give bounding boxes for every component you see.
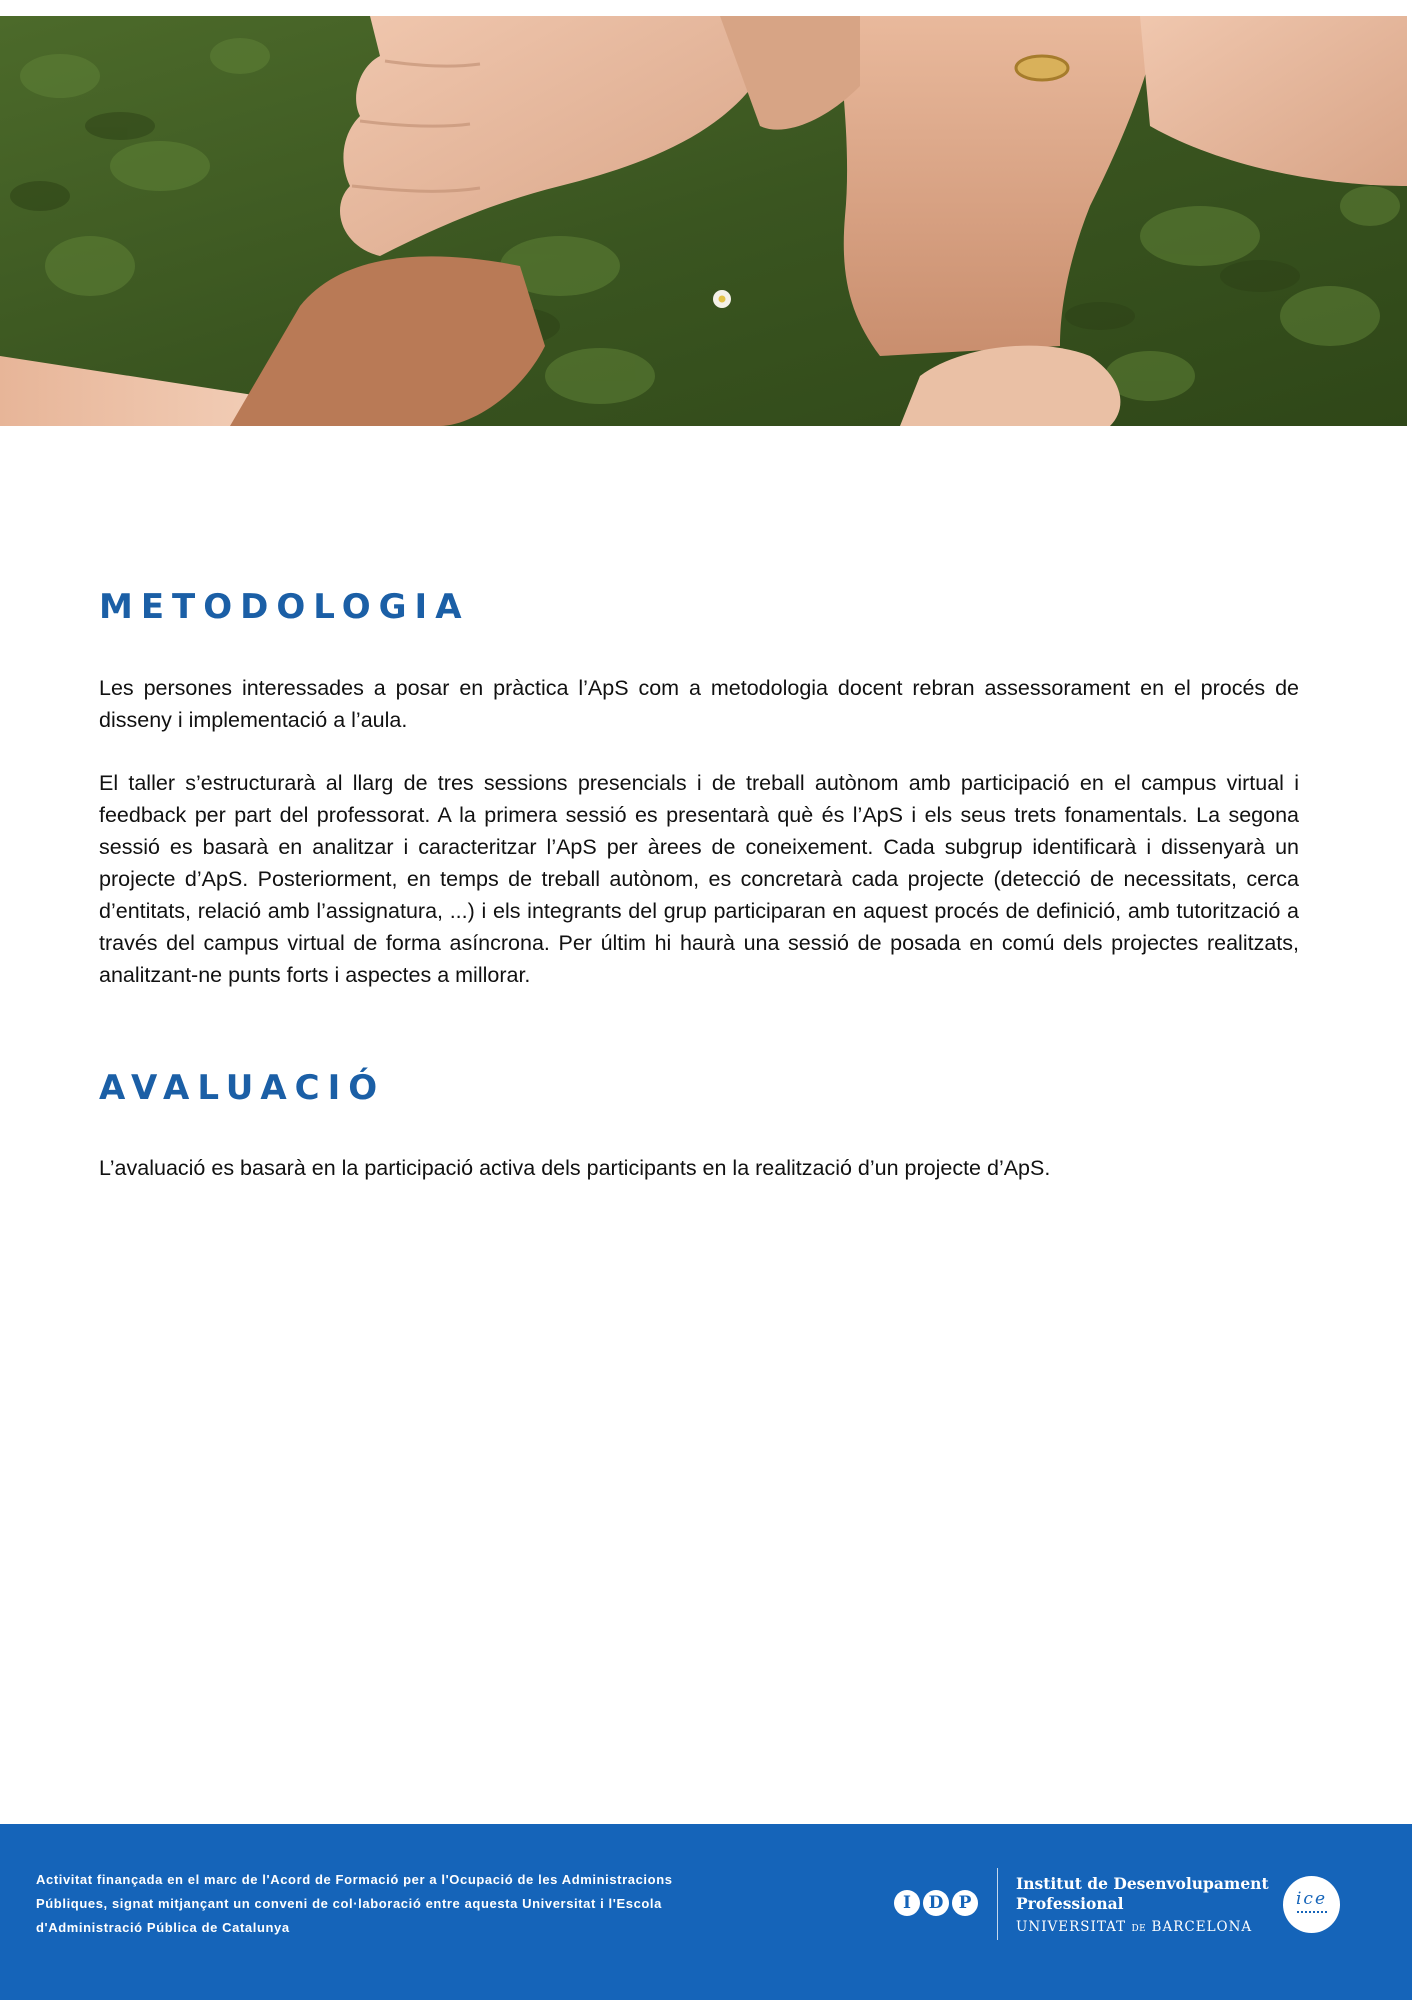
idp-logo-letter-p: P [952, 1890, 978, 1916]
ice-logo [1283, 1876, 1340, 1933]
metodologia-paragraph-2: El taller s’estructurarà al llarg de tres sessions presencials i de treball autònom amb participació en el campus virtual i feedback per part del professorat. A la primera sessió es presentarà què és l’ApS i els seus trets fonamentals. La segona sessió es basarà en analitzar i caracteritzar l’ApS per àrees de coneixement. Cada subgrup identificarà i dissenyarà un projecte d’ApS. Posteriorment, en temps de treball autònom, es concretarà cada projecte (detecció de necessitats, cerca d’entitats, relació amb l’assignatura, ...) i els integrants del grup participaran en aquest procés de definició, amb tutorització a través del campus virtual de forma asíncrona. Per últim hi haurà una sessió de posada en comú dels projectes realitzats, analitzant-ne punts forts i aspectes a millorar. [99, 771, 1299, 987]
avaluacio-paragraph: L’avaluació es basarà en la participació activa dels participants en la realització d’un projecte d’ApS. [99, 1156, 1051, 1180]
ice-logo-dots [1297, 1911, 1327, 1913]
institute-logo-text [1016, 1874, 1269, 1938]
footer [0, 1824, 1412, 2000]
institute-name-line-1: Institut de Desenvolupament [1016, 1874, 1269, 1893]
footer-funding-note: Activitat finançada en el marc de l'Acord de Formació per a l'Ocupació de les Administracions Públiques, signat mitjançant un conveni de col·laboració entre aquesta Universitat i l'Escola d'Administració Pública de Catalunya [36, 1872, 673, 1935]
institute-name-line-2: Professional [1016, 1894, 1124, 1913]
ice-logo-text: ice [1295, 1889, 1328, 1909]
section-title-metodologia: METODOLOGIA [99, 587, 470, 627]
university-name-part-3: BARCELONA [1151, 1919, 1253, 1935]
idp-logo-letter-i: I [894, 1890, 920, 1916]
hero-illustration [0, 16, 1407, 426]
university-name [1016, 1918, 1269, 1938]
section-title-avaluacio: AVALUACIÓ [99, 1068, 386, 1108]
metodologia-paragraph-1: Les persones interessades a posar en pràctica l’ApS com a metodologia docent rebran assessorament en el procés de disseny i implementació a l’aula. [99, 676, 1299, 732]
idp-logo-letter-d: D [923, 1890, 949, 1916]
hero-photo-hands-on-grass [0, 16, 1407, 426]
footer-divider [997, 1868, 998, 1940]
idp-logo [894, 1890, 978, 1916]
university-name-part-1: UNIVERSITAT [1016, 1919, 1127, 1935]
university-name-part-2: DE [1131, 1924, 1147, 1934]
